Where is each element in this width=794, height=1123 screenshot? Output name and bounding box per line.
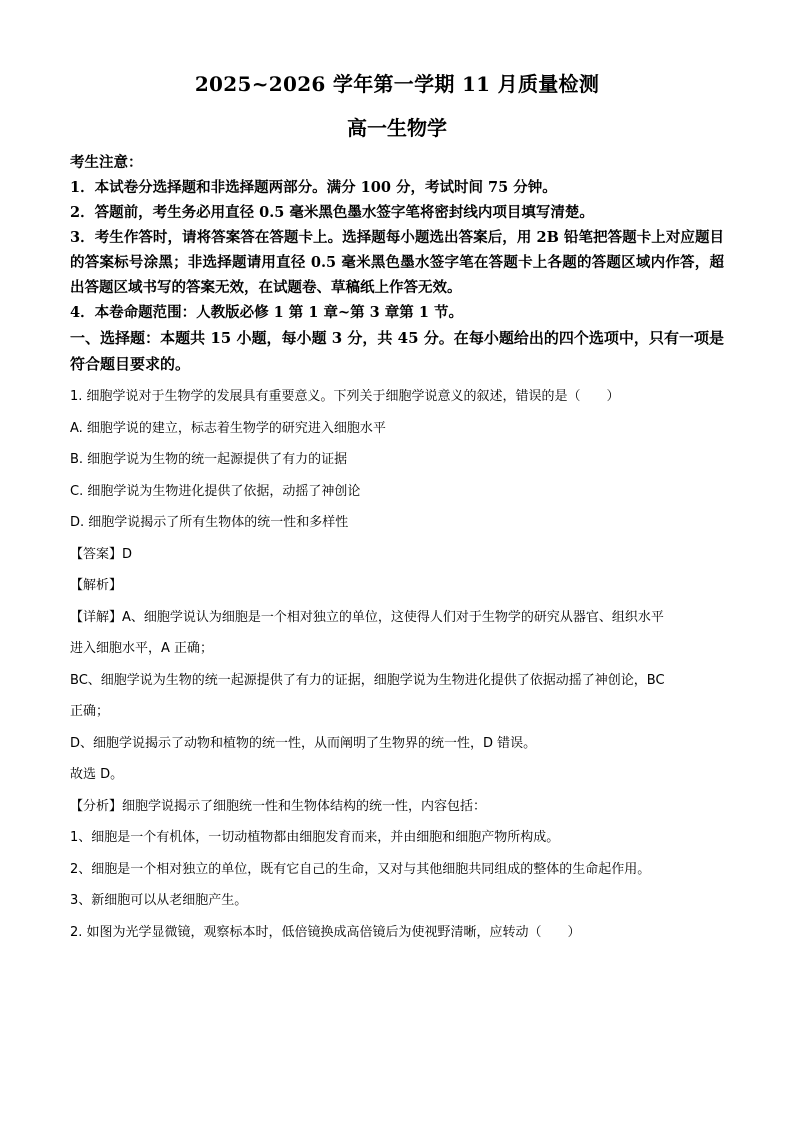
option-b: B. 细胞学说为生物的统一起源提供了有力的证据: [70, 452, 348, 467]
notice-item-2: 2．答题前，考生务必用直径 0.5 毫米黑色墨水签字笔将密封线内项目填写清楚。: [70, 204, 594, 221]
option-a: A. 细胞学说的建立，标志着生物学的研究进入细胞水平: [70, 420, 386, 436]
question-stem: 1. 细胞学说对于生物学的发展具有重要意义。下列关于细胞学说意义的叙述，错误的是（ ）: [70, 389, 620, 404]
question-1: [70, 381, 724, 917]
detail-line: 故选 D。: [70, 767, 124, 782]
detail-line: 进入细胞水平，A 正确；: [70, 641, 214, 656]
analysis-line: 2、细胞是一个相对独立的单位，既有它自己的生命，又对与其他细胞共同组成的整体的生命起作用。: [70, 861, 651, 877]
notice-heading: 考生注意：: [70, 154, 143, 171]
exam-subject: 高一生物学: [347, 116, 447, 140]
notice-item-3: 3．考生作答时，请将答案答在答题卡上。选择题每小题选出答案后，用 2B 铅笔把答题卡上对应题目的答案标号涂黑；非选择题请用直径 0.5 毫米黑色墨水签字笔在答题卡上各题的答题区域内作答，超出答题区域书写的答案无效，在试题卷、草稿纸上作答无效。: [70, 229, 724, 296]
detail-line: D、细胞学说揭示了动物和植物的统一性，从而阐明了生物界的统一性，D 错误。: [70, 735, 537, 751]
detail-line: 正确；: [70, 704, 110, 719]
notice-block: [70, 150, 724, 325]
analysis-line: 【分析】细胞学说揭示了细胞统一性和生物体结构的统一性，内容包括：: [70, 798, 487, 814]
detail-line: 【详解】A、细胞学说认为细胞是一个相对独立的单位，这使得人们对于生物学的研究从器官、组织水平: [70, 609, 664, 625]
section-heading: 一、选择题：本题共 15 小题，每小题 3 分，共 45 分。在每小题给出的四个选项中，只有一项是符合题目要求的。: [70, 329, 724, 373]
question-2: [70, 917, 724, 949]
detail-line: BC、细胞学说为生物的统一起源提供了有力的证据，细胞学说为生物进化提供了依据动摇了神创论，BC: [70, 672, 665, 688]
exam-title: 2025~2026 学年第一学期 11 月质量检测: [194, 72, 600, 96]
option-c: C. 细胞学说为生物进化提供了依据，动摇了神创论: [70, 483, 361, 499]
analysis-label: 【解析】: [70, 578, 123, 593]
analysis-line: 1、细胞是一个有机体，一切动植物都由细胞发育而来，并由细胞和细胞产物所构成。: [70, 830, 560, 845]
analysis-line: 3、新细胞可以从老细胞产生。: [70, 893, 248, 908]
answer-line: 【答案】D: [70, 546, 133, 562]
option-d: D. 细胞学说揭示了所有生物体的统一性和多样性: [70, 515, 349, 530]
notice-item-4: 4．本卷命题范围：人教版必修 1 第 1 章~第 3 章第 1 节。: [70, 304, 463, 321]
notice-item-1: 1．本试卷分选择题和非选择题两部分。满分 100 分，考试时间 75 分钟。: [70, 179, 557, 196]
question-stem: 2. 如图为光学显微镜，观察标本时，低倍镜换成高倍镜后为使视野清晰，应转动（ ）: [70, 924, 581, 940]
